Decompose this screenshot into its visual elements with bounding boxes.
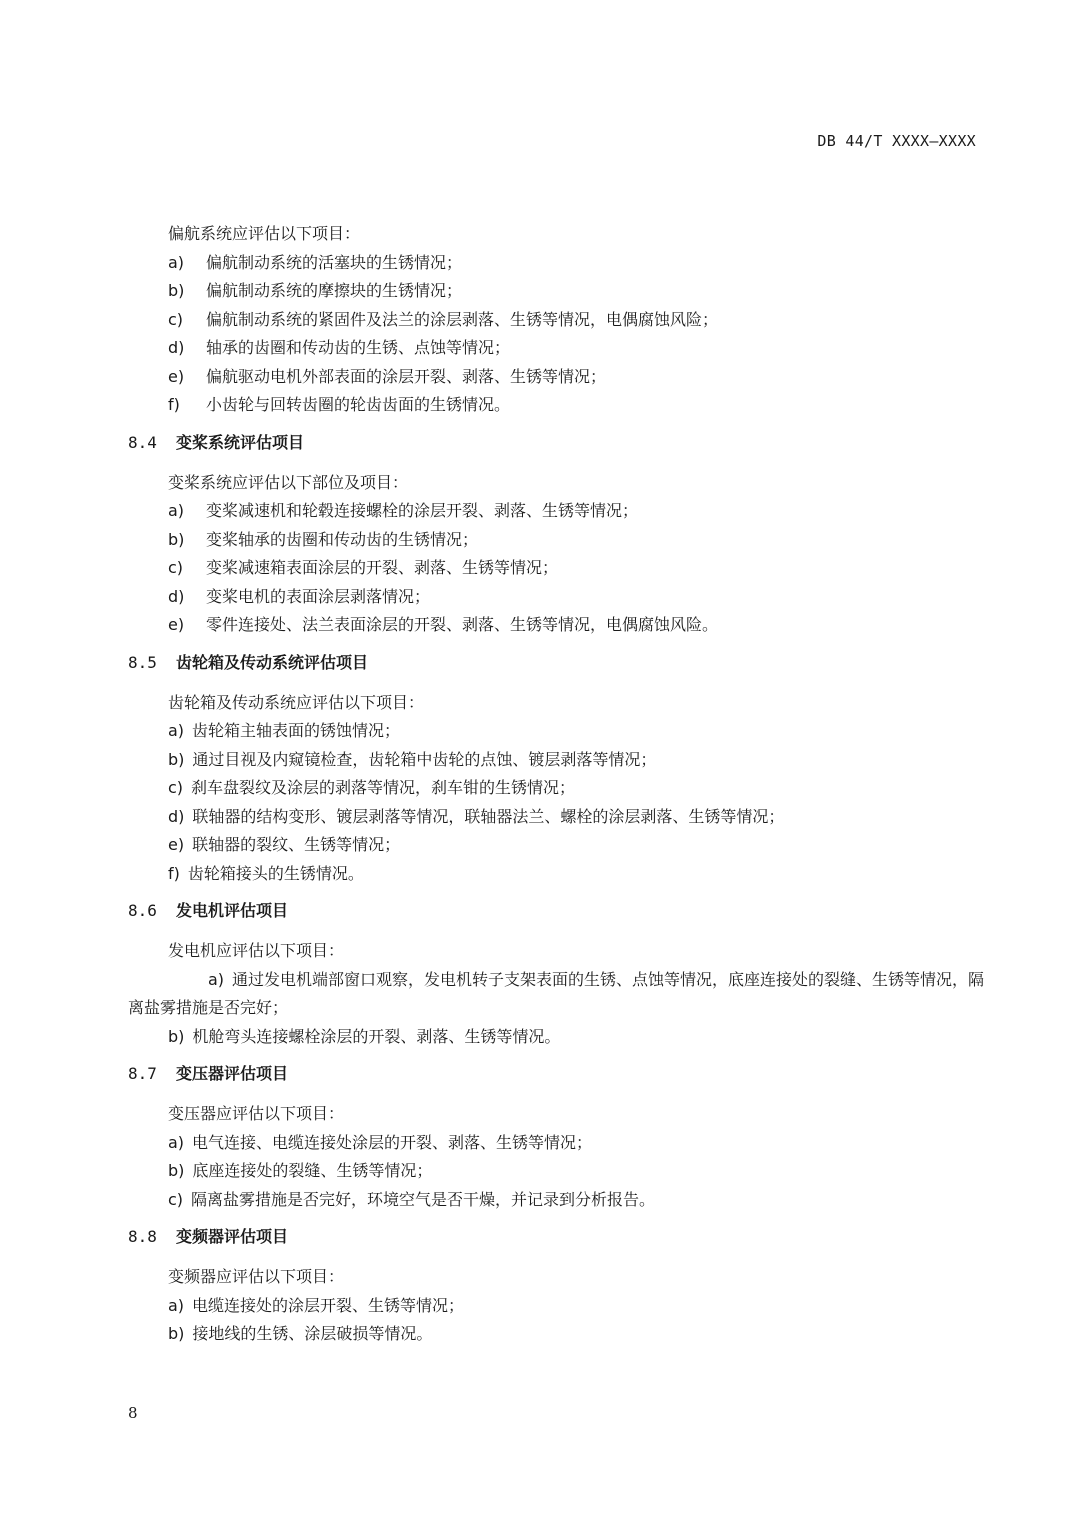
list-item: d) 变桨电机的表面涂层剥落情况； (168, 586, 431, 606)
list-item: a) 通过发电机端部窗口观察，发电机转子支架表面的生锈、点蚀等情况，底座连接处的裂缝、生锈等情况，隔离盐雾措施是否完好； (128, 969, 985, 1017)
list-item: e) 偏航驱动电机外部表面的涂层开裂、剥落、生锈等情况； (168, 366, 607, 386)
section-intro: 变压器应评估以下项目： (168, 1104, 345, 1123)
section-intro: 发电机应评估以下项目： (168, 941, 345, 960)
list-item: b) 底座连接处的裂缝、生锈等情况； (168, 1161, 433, 1180)
list-item: f) 小齿轮与回转齿圈的轮齿齿面的生锈情况。 (168, 395, 511, 414)
list-item: a) 齿轮箱主轴表面的锈蚀情况； (168, 721, 401, 740)
list-item: b) 偏航制动系统的摩擦块的生锈情况； (168, 281, 463, 300)
section-intro: 变频器应评估以下项目： (168, 1267, 345, 1286)
section-heading-8-6: 8.6 发电机评估项目 (128, 901, 289, 920)
list-item: a) 电缆连接处的涂层开裂、生锈等情况； (168, 1295, 465, 1315)
list-item: c) 变桨减速箱表面涂层的开裂、剥落、生锈等情况； (168, 558, 559, 577)
section-heading-8-8: 8.8 变频器评估项目 (128, 1227, 289, 1246)
list-item: a) 变桨减速机和轮毂连接螺栓的涂层开裂、剥落、生锈等情况； (168, 501, 639, 520)
section-intro: 齿轮箱及传动系统应评估以下项目： (168, 692, 425, 712)
page-number: 8 (128, 1404, 138, 1422)
list-item: b) 变桨轴承的齿圈和传动齿的生锈情况； (168, 529, 479, 549)
list-item: a) 电气连接、电缆连接处涂层的开裂、剥落、生锈等情况； (168, 1132, 593, 1152)
list-item: b) 通过目视及内窥镜检查，齿轮箱中齿轮的点蚀、镀层剥落等情况； (168, 749, 657, 769)
list-item: a) 偏航制动系统的活塞块的生锈情况； (168, 252, 463, 272)
section-intro: 变桨系统应评估以下部位及项目： (168, 472, 409, 492)
yaw-intro: 偏航系统应评估以下项目： (168, 224, 361, 243)
list-item: c) 隔离盐雾措施是否完好，环境空气是否干燥，并记录到分析报告。 (168, 1189, 656, 1209)
list-item: b) 接地线的生锈、涂层破损等情况。 (168, 1324, 433, 1343)
list-item: e) 联轴器的裂纹、生锈等情况； (168, 835, 401, 854)
document-code: DB 44/T XXXX—XXXX (817, 132, 976, 150)
section-heading-8-4: 8.4 变桨系统评估项目 (128, 432, 305, 452)
list-item: d) 轴承的齿圈和传动齿的生锈、点蚀等情况； (168, 338, 511, 357)
list-item: e) 零件连接处、法兰表面涂层的开裂、剥落、生锈等情况，电偶腐蚀风险。 (168, 615, 719, 634)
list-item: c) 刹车盘裂纹及涂层的剥落等情况，刹车钳的生锈情况； (168, 778, 576, 797)
list-item: f) 齿轮箱接头的生锈情况。 (168, 863, 364, 883)
page-content (128, 220, 988, 1349)
list-item: d) 联轴器的结构变形、镀层剥落等情况，联轴器法兰、螺栓的涂层剥落、生锈等情况； (168, 806, 785, 826)
list-item: b) 机舱弯头连接螺栓涂层的开裂、剥落、生锈等情况。 (168, 1026, 561, 1046)
section-heading-8-7: 8.7 变压器评估项目 (128, 1064, 289, 1083)
list-item: c) 偏航制动系统的紧固件及法兰的涂层剥落、生锈等情况，电偶腐蚀风险； (168, 309, 719, 329)
section-heading-8-5: 8.5 齿轮箱及传动系统评估项目 (128, 652, 369, 672)
